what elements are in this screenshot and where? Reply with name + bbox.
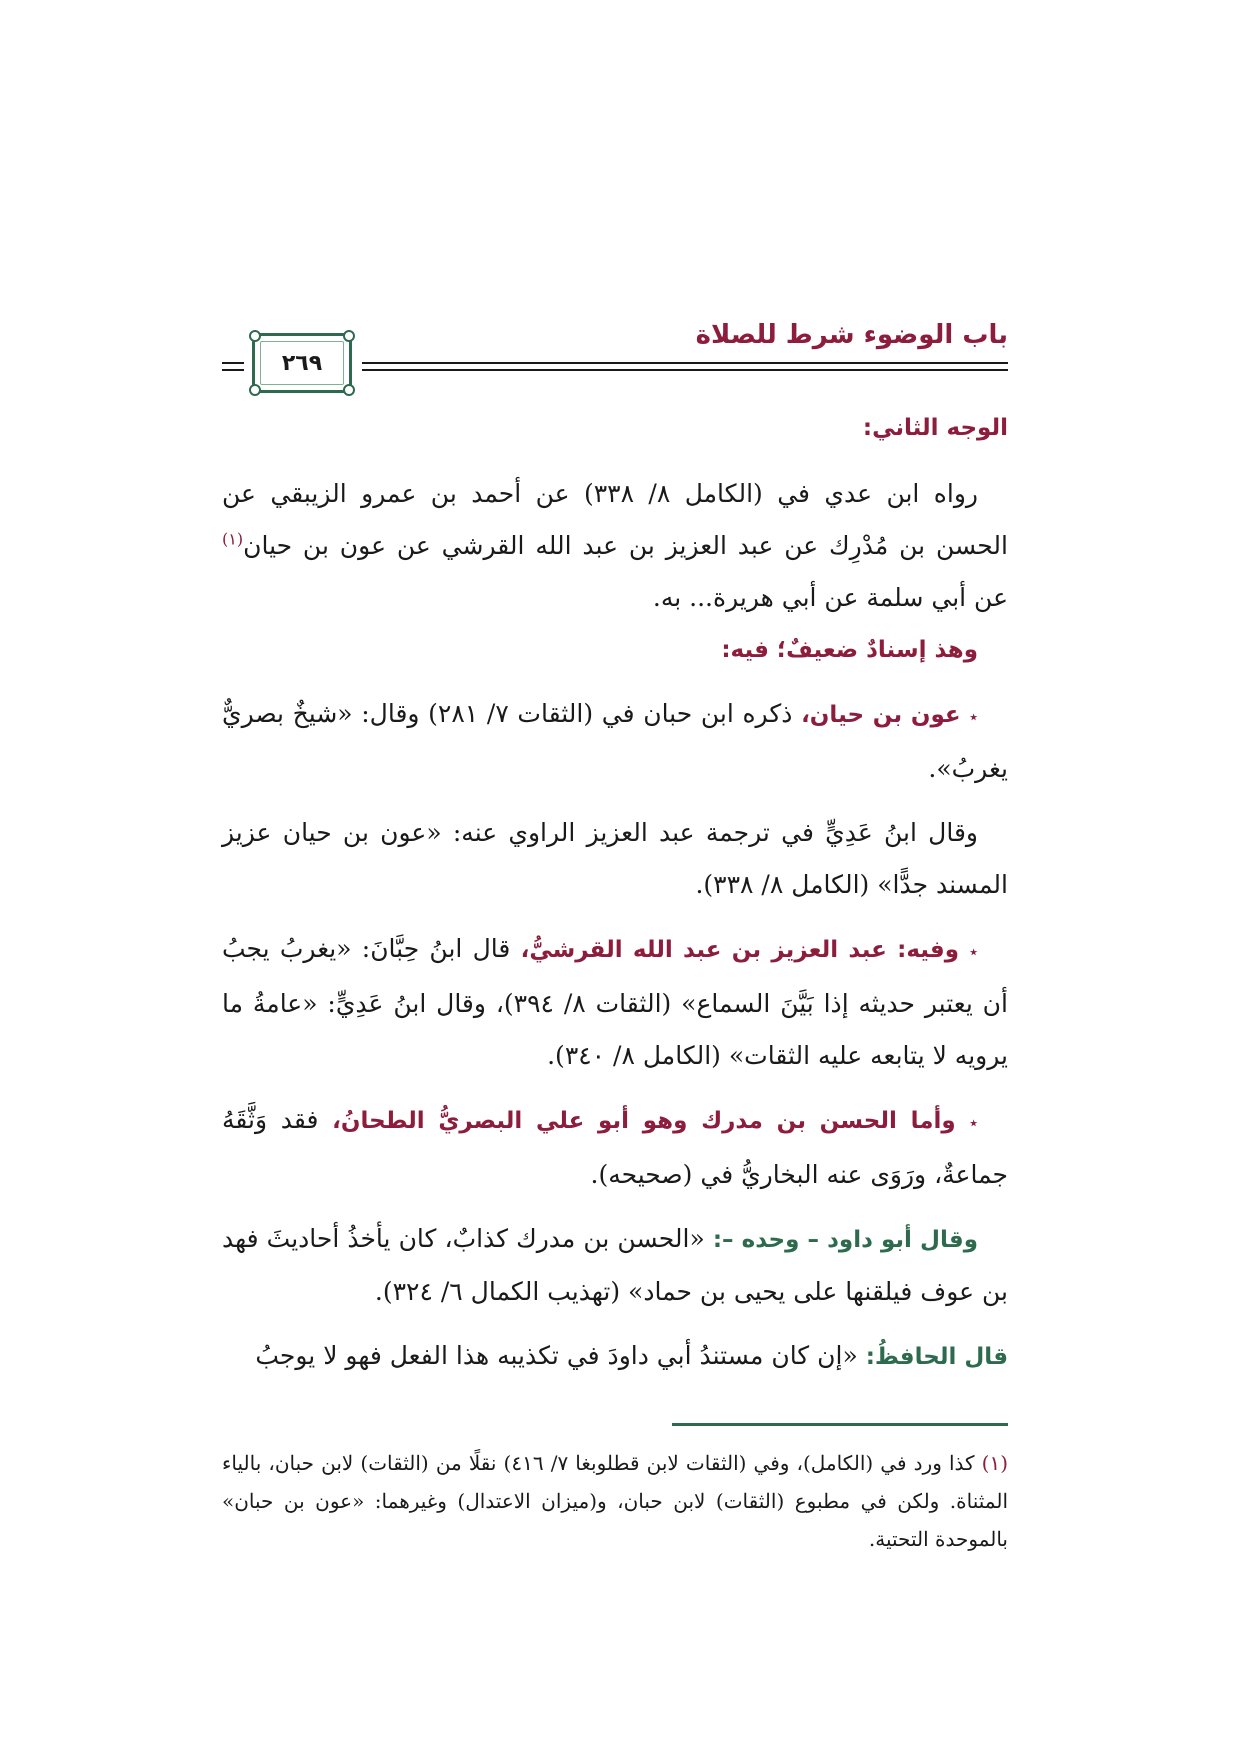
ornament-corner-icon	[249, 384, 261, 396]
narrator-item-abdulaziz	[222, 923, 1008, 1082]
narrator-item-hasan	[222, 1094, 1008, 1201]
section-heading: الوجه الثاني:	[862, 415, 1008, 441]
paragraph-isnad	[222, 468, 1008, 624]
speaker-label: وقال أبو داود – وحده –:	[712, 1227, 978, 1253]
paragraph-text-tail: عن أبي سلمة عن أبي هريرة... به.	[652, 583, 1008, 612]
header-rule-right	[362, 362, 1008, 372]
footnotes	[222, 1444, 1008, 1558]
quote-text: «إن كان مستندُ أبي داودَ في تكذيبه هذا الفعل فهو لا يوجبُ	[255, 1341, 858, 1370]
bullet-icon: ٭	[969, 942, 978, 961]
footnote-marker: (١)	[222, 529, 244, 549]
page-badge-frame	[260, 341, 344, 385]
narrator-name: عون بن حيان،	[801, 702, 961, 728]
page-number: ٢٦٩	[281, 350, 323, 376]
ornament-corner-icon	[249, 330, 261, 342]
narrator-text: قال ابنُ حِبَّانَ: «يغربُ يجبُ أن يعتبر حديثه إذا بَيَّنَ السماع» (الثقات ٨/ ٣٩٤)، وقال ابنُ عَدِيٍّ: «عامةُ ما يرويه لا يتابعه عليه الثقات» (الكامل ٨/ ٣٤٠).	[222, 934, 1008, 1070]
main-text	[222, 402, 1008, 1383]
narrator-text: ذكره ابن حبان في (الثقات ٧/ ٢٨١) وقال: «شيخٌ بصريٌّ يغربُ».	[222, 699, 1008, 783]
speaker-label: قال الحافظُ:	[865, 1344, 1008, 1370]
chapter-title: باب الوضوء شرط للصلاة	[695, 320, 1008, 350]
page-header	[222, 320, 1008, 380]
narrator-text: فقد وَثَّقَهُ جماعةٌ، ورَوَى عنه البخاريُّ في (صحيحه).	[222, 1105, 1008, 1189]
bullet-icon: ٭	[969, 707, 978, 726]
header-rule-left	[222, 362, 244, 372]
footnote-separator	[672, 1423, 1008, 1426]
ornament-corner-icon	[343, 330, 355, 342]
footnote-item	[222, 1444, 1008, 1558]
paragraph-abu-dawud	[222, 1213, 1008, 1318]
page-number-badge	[252, 333, 352, 393]
footnote-number: (١)	[981, 1451, 1008, 1475]
paragraph-ibn-adi: وقال ابنُ عَدِيٍّ في ترجمة عبد العزيز الراوي عنه: «عون بن حيان عزيز المسند جدًّا» (الكامل ٨/ ٣٣٨).	[222, 818, 1008, 899]
bullet-icon: ٭	[969, 1113, 979, 1132]
paragraph-hafiz	[222, 1330, 1008, 1383]
quote-text: «الحسن بن مدرك كذابٌ، كان يأخذُ أحاديثَ فهد بن عوف فيلقنها على يحيى بن حماد» (تهذيب الكمال ٦/ ٣٢٤).	[222, 1224, 1008, 1306]
paragraph-text: رواه ابن عدي في (الكامل ٨/ ٣٣٨) عن أحمد بن عمرو الزيبقي عن الحسن بن مُدْرِك عن عبد العزيز بن عبد الله القرشي عن عون بن حيان	[222, 479, 1008, 560]
footnote-text: كذا ورد في (الكامل)، وفي (الثقات لابن قطلوبغا ٧/ ٤١٦) نقلًا من (الثقات) لابن حبان، بالياء المثناة. ولكن في مطبوع (الثقات) لابن حبان، و(ميزان الاعتدال) وغيرهما: «عون بن حبان» بالموحدة التحتية.	[222, 1451, 1008, 1551]
ornament-corner-icon	[343, 384, 355, 396]
weak-isnad-heading: وهذ إسنادٌ ضعيفٌ؛ فيه:	[721, 637, 978, 663]
narrator-name: وفيه: عبد العزيز بن عبد الله القرشيُّ،	[520, 937, 960, 963]
narrator-name: وأما الحسن بن مدرك وهو أبو علي البصريُّ الطحانُ،	[332, 1108, 956, 1134]
narrator-item-awn	[222, 688, 1008, 795]
